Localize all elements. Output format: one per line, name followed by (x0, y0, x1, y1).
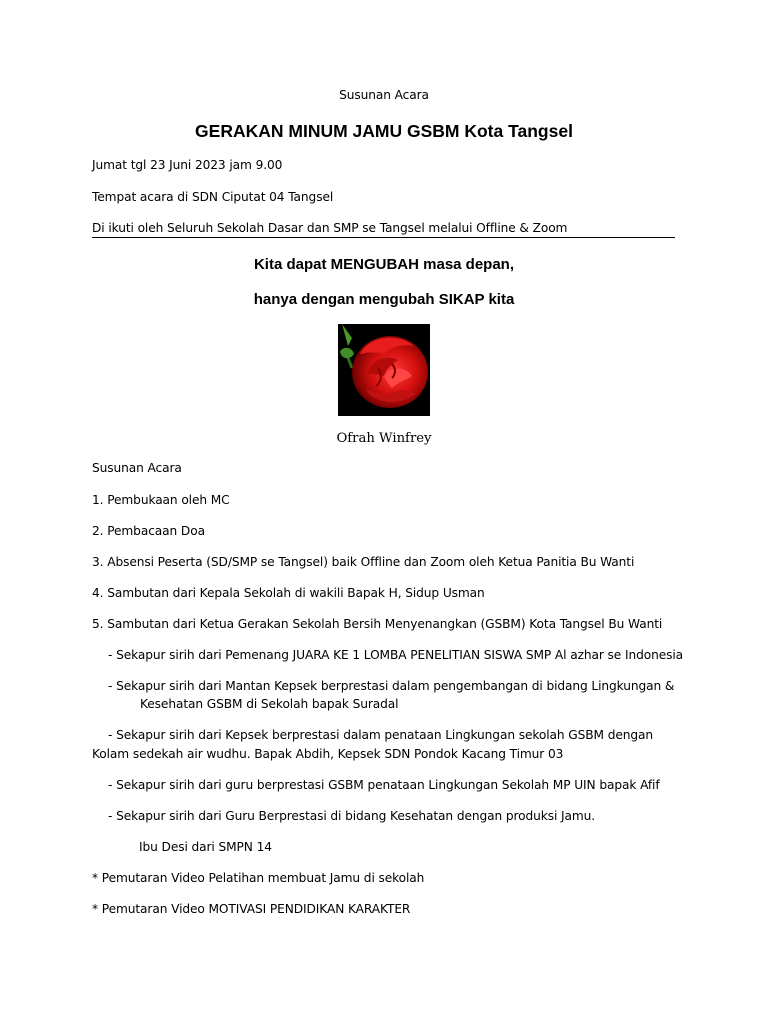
event-place: Tempat acara di SDN Ciputat 04 Tangsel (92, 190, 334, 204)
agenda-extra-item: * Pemutaran Video Pelatihan membuat Jamu di sekolah (92, 871, 425, 885)
agenda-sub-item: - Sekapur sirih dari Kepsek berprestasi dalam penataan Lingkungan sekolah GSBM dengan (108, 728, 654, 742)
event-participants: Di ikuti oleh Seluruh Sekolah Dasar dan SMP se Tangsel melalui Offline & Zoom (92, 221, 568, 235)
agenda-item: 5. Sambutan dari Ketua Gerakan Sekolah Bersih Menyenangkan (GSBM) Kota Tangsel Bu Wanti (92, 617, 663, 631)
red-rose-icon (338, 324, 430, 416)
document-subtitle: Susunan Acara (339, 88, 429, 102)
agenda-sub-item: - Sekapur sirih dari Pemenang JUARA KE 1 LOMBA PENELITIAN SISWA SMP Al azhar se Indonesia (108, 648, 684, 662)
agenda-item: 3. Absensi Peserta (SD/SMP se Tangsel) baik Offline dan Zoom oleh Ketua Panitia Bu Wanti (92, 555, 635, 569)
document-title: GERAKAN MINUM JAMU GSBM Kota Tangsel (195, 121, 573, 141)
agenda-sub-item-continued: Kolam sedekah air wudhu. Bapak Abdih, Kepsek SDN Pondok Kacang Timur 03 (92, 747, 564, 761)
agenda-sub-item: - Sekapur sirih dari Guru Berprestasi di bidang Kesehatan dengan produksi Jamu. (108, 809, 596, 823)
agenda-sub-item: - Sekapur sirih dari Mantan Kepsek berprestasi dalam pengembangan di bidang Lingkungan & (108, 679, 675, 693)
agenda-sub-item: - Sekapur sirih dari guru berprestasi GSBM penataan Lingkungan Sekolah MP UIN bapak Afif (108, 778, 660, 792)
horizontal-divider (92, 237, 675, 238)
agenda-sub-item-continued: Ibu Desi dari SMPN 14 (139, 840, 272, 854)
agenda-extra-item: * Pemutaran Video MOTIVASI PENDIDIKAN KARAKTER (92, 902, 411, 916)
agenda-heading: Susunan Acara (92, 461, 182, 475)
quote-author: Ofrah Winfrey (336, 431, 432, 446)
agenda-item: 4. Sambutan dari Kepala Sekolah di wakili Bapak H, Sidup Usman (92, 586, 485, 600)
agenda-item: 2. Pembacaan Doa (92, 524, 205, 538)
quote-line-1: Kita dapat MENGUBAH masa depan, (253, 256, 515, 273)
quote-line-2: hanya dengan mengubah SIKAP kita (253, 291, 515, 308)
red-rose-image (338, 324, 430, 416)
agenda-item: 1. Pembukaan oleh MC (92, 493, 230, 507)
agenda-sub-item-continued: Kesehatan GSBM di Sekolah bapak Suradal (140, 697, 399, 711)
event-date: Jumat tgl 23 Juni 2023 jam 9.00 (92, 158, 283, 172)
